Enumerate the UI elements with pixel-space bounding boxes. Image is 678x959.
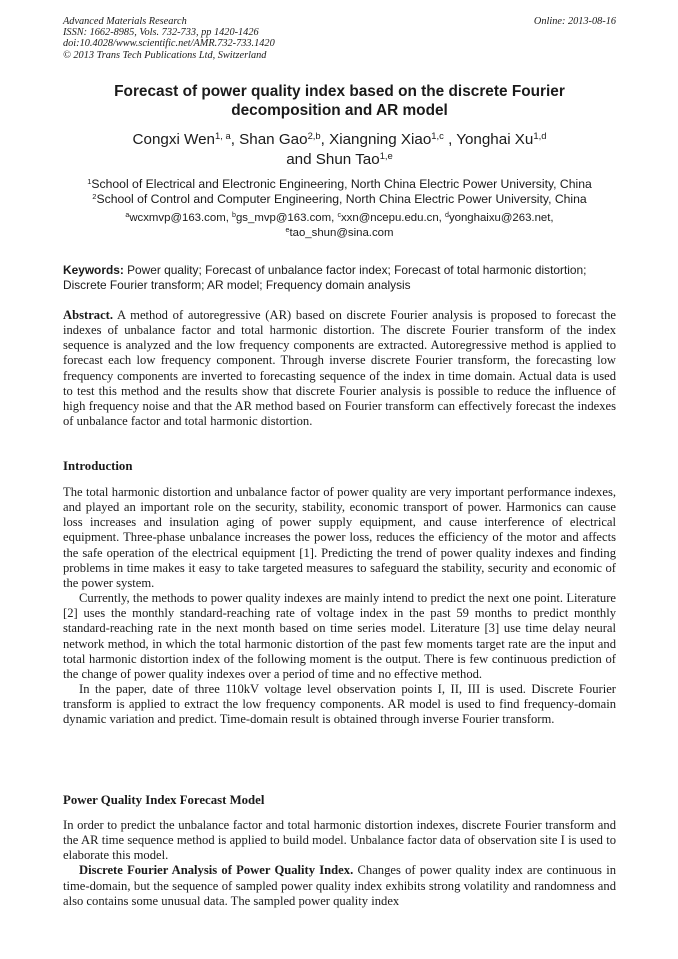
author-name: Xiangning Xiao bbox=[329, 131, 432, 148]
email-sup: c bbox=[337, 212, 341, 220]
title-line-2: decomposition and AR model bbox=[231, 102, 448, 119]
abstract-label: Abstract. bbox=[63, 308, 114, 322]
author-sup: 1,e bbox=[379, 149, 393, 161]
paragraph: The total harmonic distortion and unbalance factor of power quality are very important performance indexes, and played an important role on the security, stability, economic transport of power. Harmonics can cause loss increases and insulation aging of power supply equipment, and cause interference of electrical equipment. Three-phase unbalance increases the power loss, reduces the efficiency of the motor and affects the safe operation of the electrical equipment [1]. Predicting the trend of power quality indexes and finding problems in time makes it easy to take targeted measures to safeguard the stability, security and economic of the power system. bbox=[63, 485, 616, 590]
introduction-body bbox=[63, 485, 616, 728]
paragraph: In the paper, date of three 110kV voltage level observation points I, II, III is used. Discrete Fourier transform is applied to extract the low frequency components. AR model is used to find frequency-domain dynamic variation and predict. Time-domain result is obtained through inverse Fourier transform. bbox=[63, 682, 616, 727]
author-sup: 1,c bbox=[431, 129, 444, 141]
title-line-1: Forecast of power quality index based on the discrete Fourier bbox=[114, 83, 565, 100]
email-link[interactable]: wcxmvp@163.com, bbox=[129, 212, 229, 224]
paragraph: Currently, the methods to power quality indexes are mainly intend to predict the next one point. Literature [2] uses the monthly standard-reaching rate of voltage index in the past 59 months to predict monthly standard-reaching rate in the next month based on time series model. Literature [3] use time delay neural network method, in which the total harmonic distortion of the past few moments target rate are the input and total harmonic distortion index of the following moment is the output. There is few continuous prediction of the change of power quality indexes over a period of time and no effective method. bbox=[63, 591, 616, 681]
affiliation-sup: 1 bbox=[87, 176, 92, 186]
email-sup: d bbox=[445, 212, 449, 220]
author-name: and Shun Tao bbox=[286, 151, 380, 168]
affiliation-1 bbox=[63, 177, 616, 192]
author-list: Congxi Wen$^{1, a}$, Shan Gao$^{2,b}$, Xiangning Xiao$^{1,c}$ , Yonghai Xu$^{1,d}$ and Shun Tao$^{1,e}$ bbox=[132, 129, 547, 168]
affiliation-sup: 2 bbox=[92, 191, 97, 201]
paragraph bbox=[63, 863, 616, 908]
affiliation-text: School of Control and Computer Engineering, North China Electric Power University, China bbox=[96, 192, 587, 206]
introduction-heading: Introduction bbox=[63, 459, 133, 473]
subsection-heading: Discrete Fourier Analysis of Power Quality Index. bbox=[79, 863, 354, 878]
email-sup: b bbox=[232, 212, 236, 220]
copyright-line: © 2013 Trans Tech Publications Ltd, Switzerland bbox=[63, 49, 267, 61]
paragraph-text: Changes of power quality index are continuous in time-domain, but the sequence of sampled power quality index exhibits strong volatility and randomness and also contains some unusual data. The sampled power quality index bbox=[63, 863, 616, 908]
issn-line: ISSN: 1662-8985, Vols. 732-733, pp 1420-1426 bbox=[63, 27, 259, 39]
author-name: Shan Gao bbox=[239, 131, 308, 148]
running-header bbox=[63, 16, 616, 61]
email-sup: a bbox=[125, 212, 130, 220]
email-link[interactable]: tao_shun@sina.com bbox=[289, 227, 394, 239]
online-date: Online: 2013-08-16 bbox=[533, 16, 616, 27]
keywords bbox=[63, 263, 616, 293]
model-heading: Power Quality Index Forecast Model bbox=[63, 793, 265, 807]
keywords-label: Keywords: bbox=[63, 263, 124, 277]
email-link[interactable]: yonghaixu@263.net, bbox=[448, 212, 554, 224]
abstract bbox=[63, 308, 616, 429]
affiliations bbox=[63, 177, 616, 207]
keywords-text: Power quality; Forecast of unbalance factor index; Forecast of total harmonic distortion; Discrete Fourier transform; AR model; Frequency domain analysis bbox=[63, 263, 587, 293]
abstract-text: A method of autoregressive (AR) based on discrete Fourier analysis is proposed to forecast the indexes of unbalance factor and total harmonic distortion. The discrete Fourier transform of the index sequence is analyzed and the low frequency components are extracted. Autoregressive method is applied to forecast each low frequency component. Through inverse discrete Fourier transform, the forecasting low frequency components are inverted to forecasting sequence of the index in time domain. Actual data is used to test this method and the results show that discrete Fourier analysis is possible to reduce the influence of high frequency noise and that the AR method based on Fourier transform can effectively forecast the indexes of unbalance factor and total harmonic distortion. bbox=[63, 308, 616, 429]
author-sup: 1,d bbox=[533, 129, 547, 141]
email-sup: e bbox=[285, 227, 290, 235]
affiliation-text: School of Electrical and Electronic Engineering, North China Electric Power University, China bbox=[91, 177, 592, 191]
author-sup: 1, a bbox=[215, 129, 231, 141]
email-link[interactable]: xxn@ncepu.edu.cn, bbox=[340, 212, 442, 224]
doi-line: doi:10.4028/www.scientific.net/AMR.732-733.1420 bbox=[63, 38, 275, 50]
affiliation-2 bbox=[63, 192, 616, 207]
author-name: Yonghai Xu bbox=[456, 131, 534, 148]
email-list bbox=[63, 211, 616, 241]
journal-name: Advanced Materials Research bbox=[63, 16, 187, 27]
author-sup: 2,b bbox=[307, 129, 321, 141]
model-body bbox=[63, 818, 616, 909]
email-link[interactable]: gs_mvp@163.com, bbox=[235, 212, 335, 224]
paragraph: In order to predict the unbalance factor and total harmonic distortion indexes, discrete Fourier transform and the AR time sequence method is applied to build model. Unbalance factor data of observation site I is used to elaborate this model. bbox=[63, 818, 616, 863]
author-name: Congxi Wen bbox=[132, 131, 215, 148]
paper-title bbox=[63, 82, 616, 120]
